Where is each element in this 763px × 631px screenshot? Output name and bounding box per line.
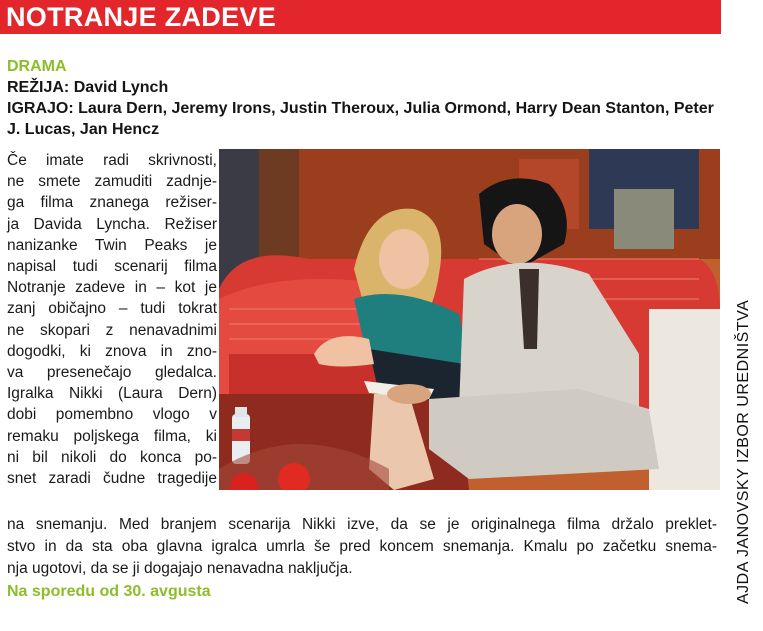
body-line: Če imate radi skrivnosti, (7, 152, 217, 169)
body-line: ja Davida Lyncha. Režiser (7, 215, 217, 233)
body-line: Igralka Nikki (Laura Dern) (7, 385, 217, 403)
header-bar (0, 0, 721, 34)
body-line: nanizanke Twin Peaks je (7, 236, 217, 254)
genre-label: DRAMA (7, 58, 67, 75)
director-line (7, 77, 717, 98)
body-line: ne skopari z nenavadnimi (7, 321, 217, 339)
body-line: snet zaradi čudne tragedije (7, 470, 217, 487)
body-line: ne smete zamuditi zadnje- (7, 173, 217, 191)
body-line: zanj običajno – tudi tokrat (7, 300, 217, 318)
page-title: NOTRANJE ZADEVE (6, 2, 277, 32)
body-line: ga filma znanega režiser- (7, 194, 217, 212)
director-name: David Lynch (73, 79, 169, 96)
director-label: REŽIJA: (7, 79, 70, 96)
cast-label: IGRAJO: (7, 100, 74, 117)
cast-line (7, 98, 717, 140)
body-line: na snemanju. Med branjem scenarija Nikki izve, da se je originalnega filma držalo preklet- (7, 516, 717, 533)
body-line: dogodki, ki znova in zno- (7, 342, 217, 360)
film-still-photo (219, 149, 720, 490)
body-line: dobi pomembno vlogo v (7, 406, 217, 424)
body-line: napisal tudi scenarij filma (7, 258, 217, 275)
body-line: remaku poljskega filma, ki (7, 427, 217, 445)
body-line: stvo in da sta oba glavna igralca umrla še pred koncem snemanja. Kmalu po začetku snema- (7, 538, 717, 555)
body-line: ni bil nikoli do konca po- (7, 448, 217, 466)
sidebar-credit: AJDA JANOVSKY IZBOR UREDNIŠTVA (735, 299, 752, 604)
body-line: va presenečajo gledalca. (7, 364, 217, 381)
cast-names: Laura Dern, Jeremy Irons, Justin Theroux, Julia Ormond, Harry Dean Stanton, Peter J. Lucas, Jan Hencz (7, 100, 714, 138)
body-line: nja ugotovi, da se ji dogajajo nenavadna naključja. (7, 560, 353, 577)
airdate-label: Na sporedu od 30. avgusta (7, 583, 211, 600)
body-line: Notranje zadeve in – kot je (7, 279, 217, 297)
